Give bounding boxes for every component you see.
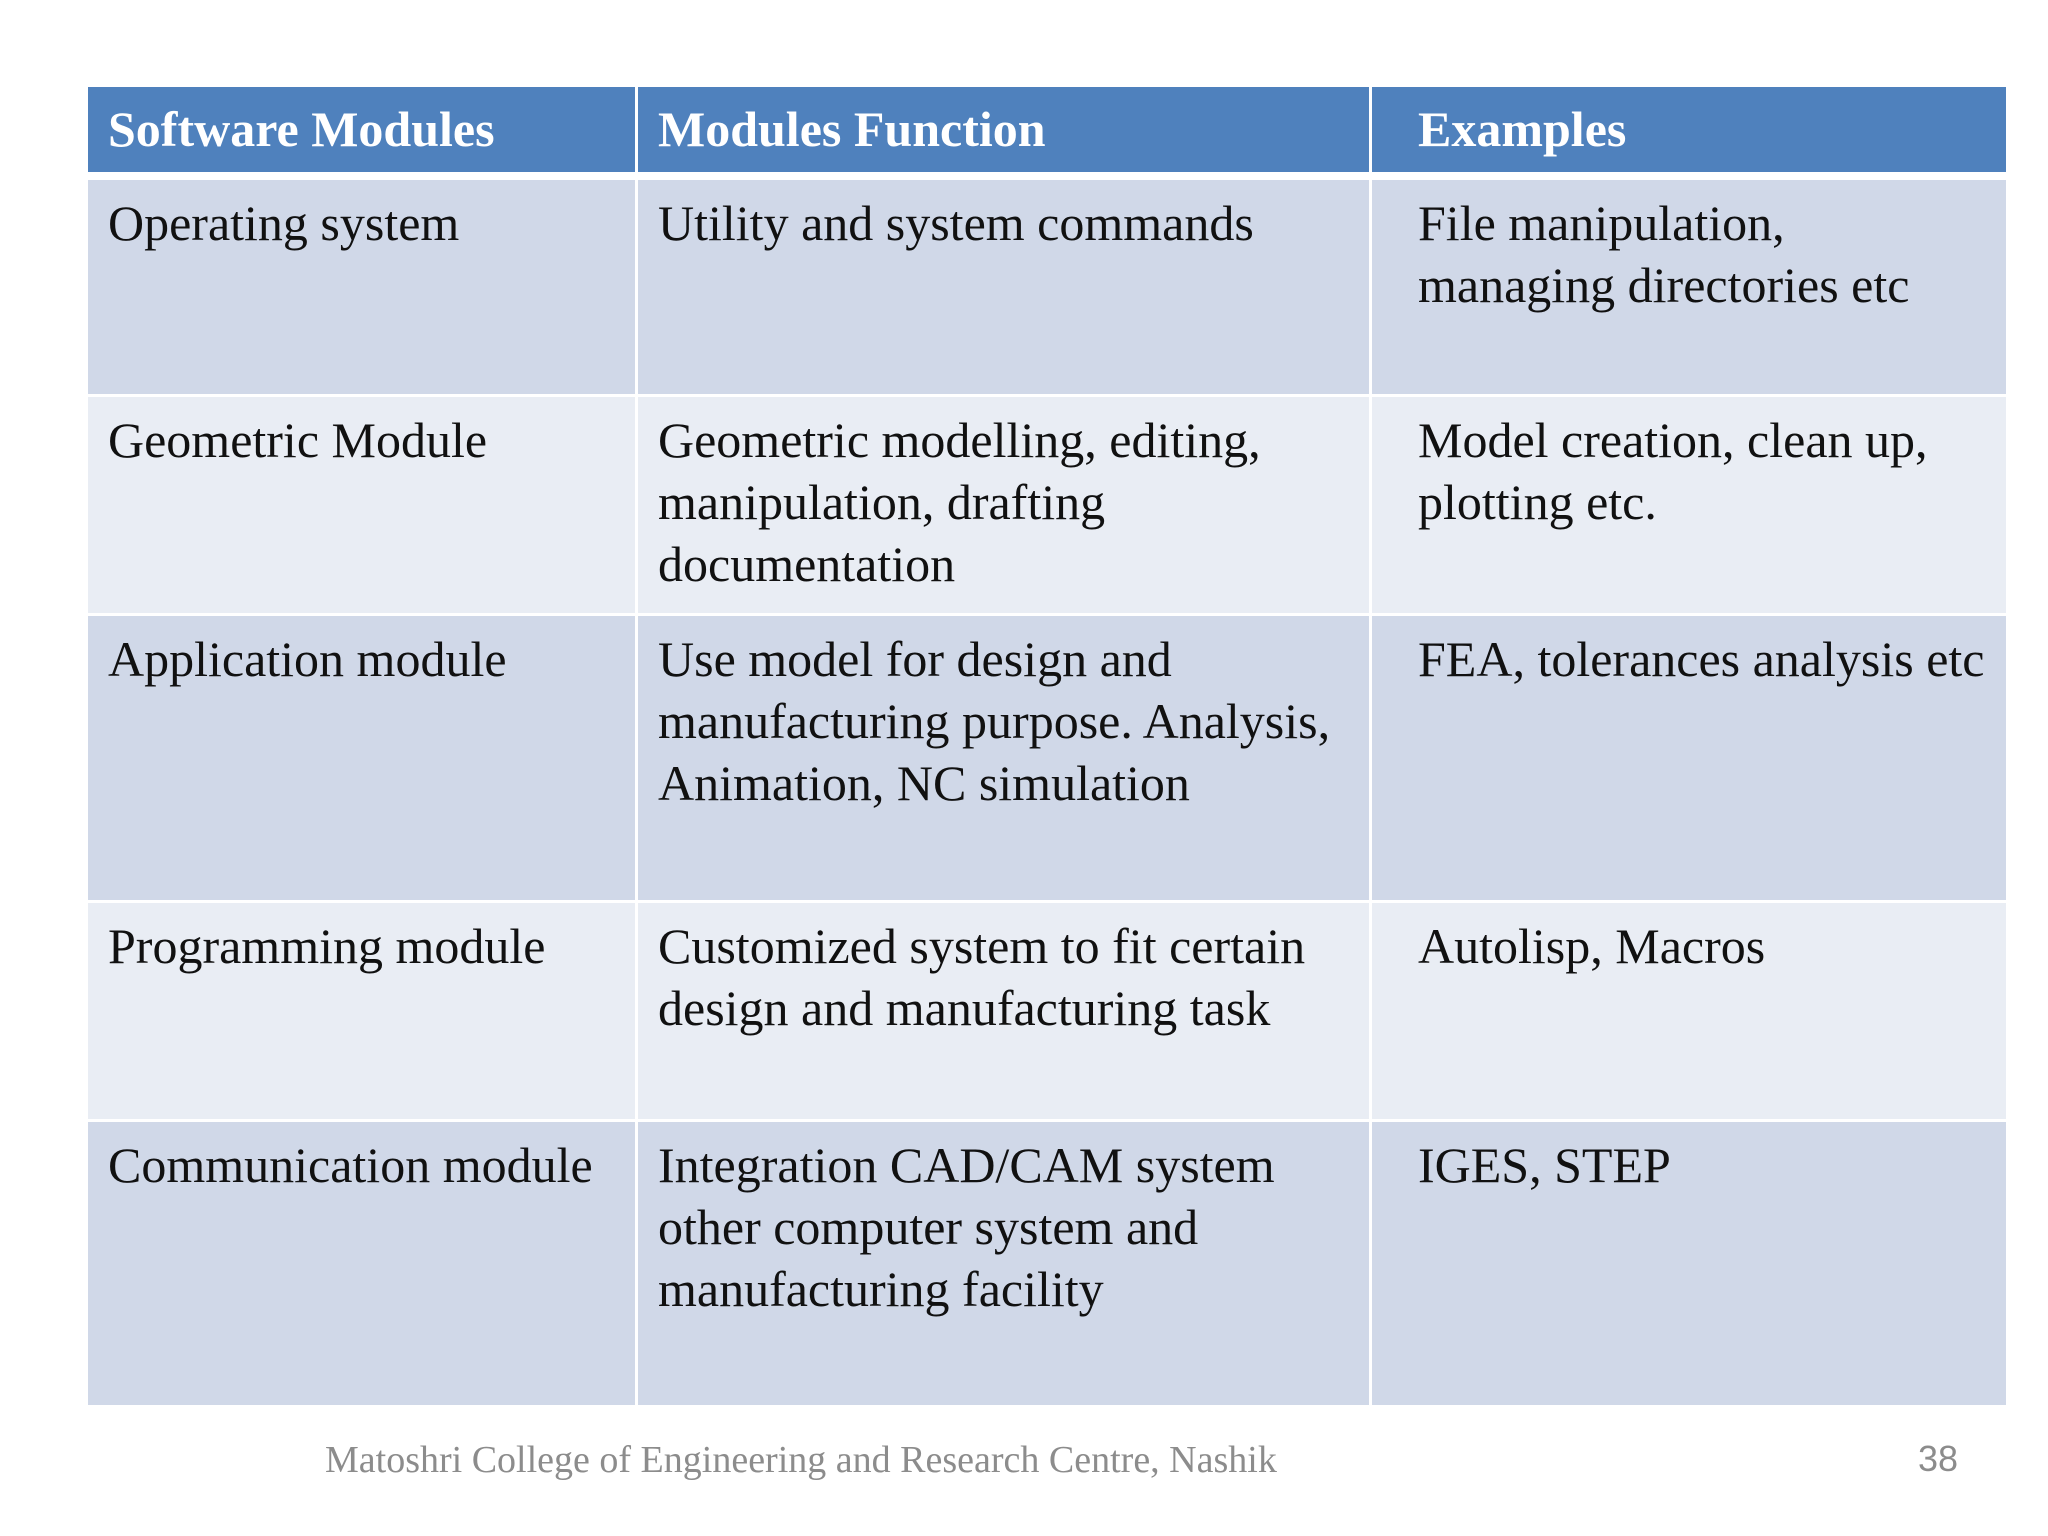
cell-examples: FEA, tolerances analysis etc <box>1371 615 2008 902</box>
cell-examples: Model creation, clean up, plotting etc. <box>1371 396 2008 615</box>
table-row <box>87 615 2008 902</box>
table-row <box>87 902 2008 1121</box>
cell-function: Integration CAD/CAM system other computer system and manufacturing facility <box>637 1121 1371 1407</box>
cell-examples: File manipulation, managing directories etc <box>1371 176 2008 396</box>
table-row <box>87 176 2008 396</box>
header-software-modules: Software Modules <box>87 86 637 176</box>
table-row <box>87 1121 2008 1407</box>
table-row <box>87 396 2008 615</box>
cell-module: Programming module <box>87 902 637 1121</box>
header-examples: Examples <box>1371 86 2008 176</box>
cell-function: Utility and system commands <box>637 176 1371 396</box>
header-modules-function: Modules Function <box>637 86 1371 176</box>
page-number: 38 <box>1917 1438 1958 1479</box>
software-modules-table <box>85 84 2009 1408</box>
cell-module: Geometric Module <box>87 396 637 615</box>
cell-module: Operating system <box>87 176 637 396</box>
cell-module: Application module <box>87 615 637 902</box>
cell-examples: IGES, STEP <box>1371 1121 2008 1407</box>
table-header-row <box>87 86 2008 176</box>
footer-institution: Matoshri College of Engineering and Research Centre, Nashik <box>325 1439 1277 1481</box>
cell-function: Geometric modelling, editing, manipulation, drafting documentation <box>637 396 1371 615</box>
cell-function: Customized system to fit certain design and manufacturing task <box>637 902 1371 1121</box>
cell-function: Use model for design and manufacturing purpose. Analysis, Animation, NC simulation <box>637 615 1371 902</box>
cell-module: Communication module <box>87 1121 637 1407</box>
cell-examples: Autolisp, Macros <box>1371 902 2008 1121</box>
